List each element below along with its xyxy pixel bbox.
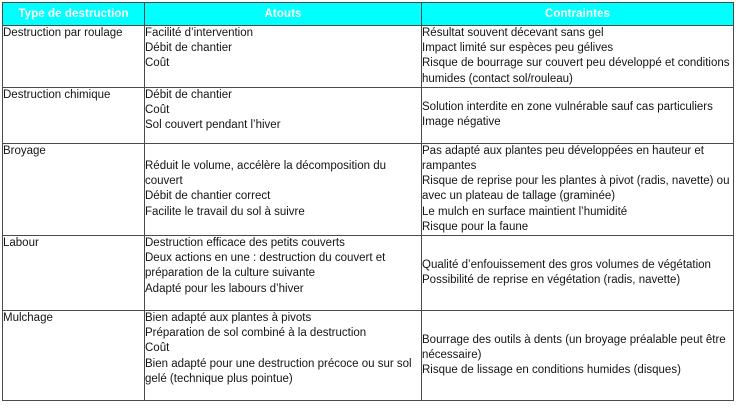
cell-line: Solution interdite en zone vulnérable sauf cas particuliers: [422, 101, 713, 114]
cell-type: Destruction par roulage: [3, 26, 145, 88]
header-row: [3, 3, 734, 26]
table-row: [3, 311, 734, 401]
cell-contraintes: [422, 143, 734, 235]
table-row: [3, 236, 734, 311]
cell-line: Le mulch en surface maintient l’humidité: [422, 205, 628, 218]
atouts-list: [145, 311, 421, 387]
table-body: [3, 26, 734, 401]
table-row: [3, 143, 734, 235]
cell-atouts: [145, 26, 422, 88]
cell-type: Broyage: [3, 143, 145, 235]
table-row: [3, 26, 734, 88]
cell-line: Destruction efficace des petits couverts: [145, 237, 345, 250]
cell-line: Coût: [145, 57, 170, 70]
atouts-list: [145, 88, 421, 134]
contraintes-list: [422, 333, 733, 379]
cell-line: Facilité d’intervention: [145, 27, 254, 39]
cell-line: Coût: [145, 342, 170, 355]
cell-line: Pas adapté aux plantes peu développées en hauteur et rampantes: [422, 144, 704, 173]
cell-contraintes: [422, 311, 734, 401]
cell-line: Débit de chantier: [145, 42, 232, 55]
cell-line: Image négative: [422, 116, 501, 129]
cell-line: Risque de bourrage sur couvert peu développé et conditions humides (contact sol/rouleau): [422, 57, 730, 85]
destruction-table-container: [2, 2, 733, 401]
cell-atouts: [145, 87, 422, 143]
cell-line: Qualité d’enfouissement des gros volumes de végétation: [422, 258, 711, 271]
cell-line: Sol couvert pendant l’hiver: [145, 119, 281, 132]
cell-type: Mulchage: [3, 311, 145, 401]
cell-type: Destruction chimique: [3, 87, 145, 143]
cell-line: Possibilité de reprise en végétation (radis, navette): [422, 274, 681, 287]
contraintes-list: [422, 258, 733, 288]
cell-line: Risque de reprise pour les plantes à pivot (radis, navette) ou avec un plateau de tallage (graminée): [422, 175, 730, 203]
cell-line: Risque pour la faune: [422, 220, 529, 233]
header-type-de-destruction: Type de destruction: [3, 3, 145, 26]
cell-line: Facilite le travail du sol à suivre: [145, 205, 305, 218]
table-row: [3, 87, 734, 143]
contraintes-list: [422, 26, 733, 87]
cell-contraintes: [422, 26, 734, 88]
cell-line: Débit de chantier: [145, 88, 232, 101]
cell-line: Préparation de sol combiné à la destruction: [145, 327, 367, 340]
cell-contraintes: [422, 87, 734, 143]
cell-atouts: [145, 143, 422, 235]
cell-line: Bien adapté aux plantes à pivots: [145, 312, 312, 325]
cell-line: Réduit le volume, accélère la décomposition du couvert: [145, 160, 386, 188]
cell-atouts: [145, 236, 422, 311]
cell-line: Deux actions en une : destruction du couvert et préparation de la culture suivante: [145, 252, 386, 280]
cell-contraintes: [422, 236, 734, 311]
cell-line: Risque de lissage en conditions humides (disques): [422, 364, 681, 377]
header-atouts: Atouts: [145, 3, 422, 26]
cell-line: Coût: [145, 104, 170, 117]
cell-line: Impact limité sur espèces peu gélives: [422, 42, 614, 55]
header-contraintes: Contraintes: [422, 3, 734, 26]
atouts-list: [145, 159, 421, 220]
destruction-methods-table: [2, 2, 734, 401]
table-header: [3, 3, 734, 26]
cell-line: Résultat souvent décevant sans gel: [422, 27, 604, 39]
cell-line: Bourrage des outils à dents (un broyage préalable peut être nécessaire): [422, 333, 726, 361]
atouts-list: [145, 26, 421, 72]
cell-type: Labour: [3, 236, 145, 311]
cell-line: Débit de chantier correct: [145, 190, 271, 203]
cell-line: Adapté pour les labours d’hiver: [145, 282, 304, 295]
contraintes-list: [422, 144, 733, 235]
atouts-list: [145, 236, 421, 297]
contraintes-list: [422, 100, 733, 130]
cell-line: Bien adapté pour une destruction précoce ou sur sol gelé (technique plus pointue): [145, 357, 412, 385]
cell-atouts: [145, 311, 422, 401]
